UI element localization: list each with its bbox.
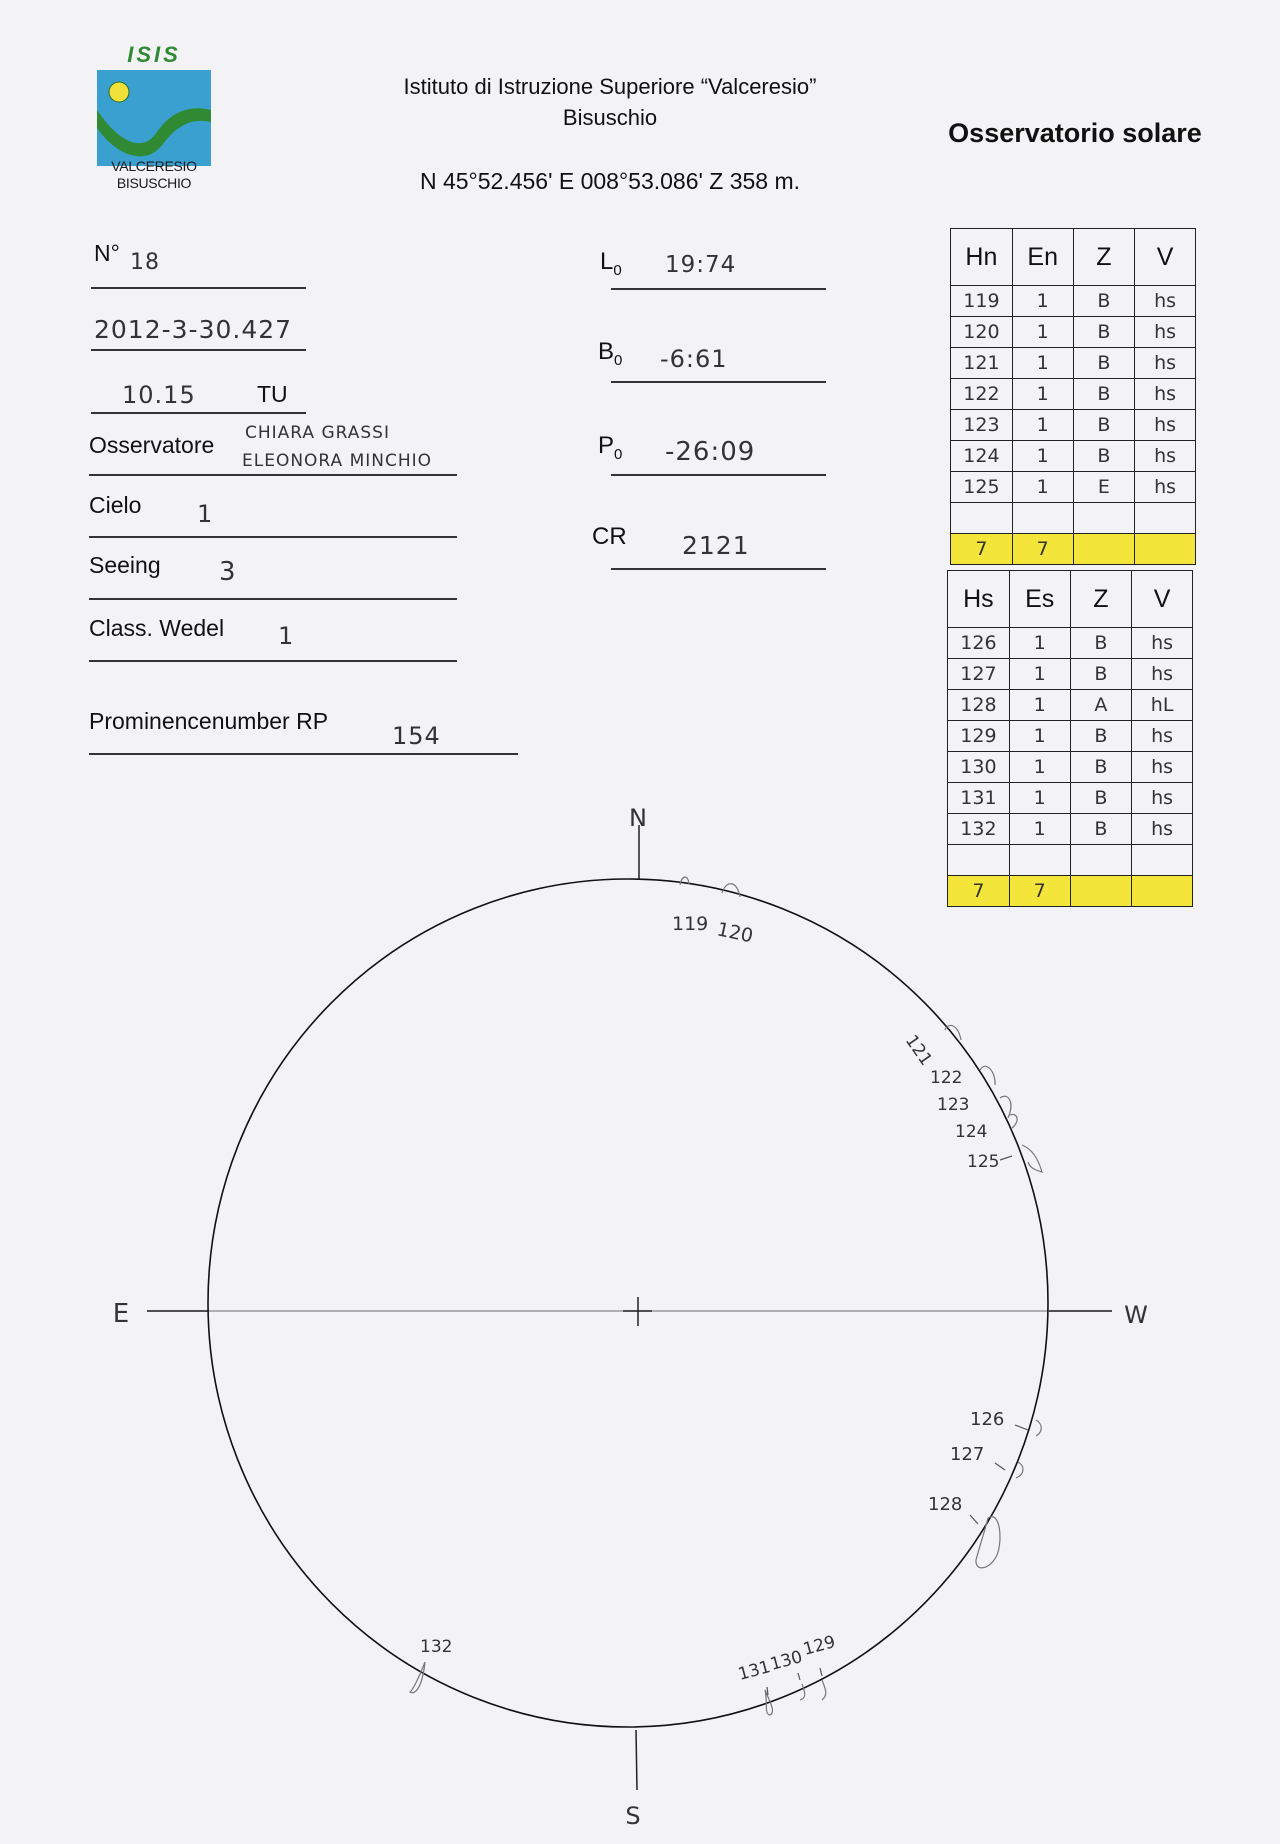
table-south-header: Hs	[948, 571, 1010, 628]
table-cell: 125	[951, 472, 1013, 503]
table-cell: 1	[1009, 814, 1070, 845]
west-label: W	[1124, 1301, 1148, 1329]
prominence-label: 127	[950, 1444, 985, 1465]
table-cell: hs	[1135, 379, 1196, 410]
table-south-header: Z	[1070, 571, 1132, 628]
prominence-123	[1000, 1096, 1011, 1118]
prominence-label: 123	[937, 1095, 970, 1115]
table-cell: 132	[948, 814, 1010, 845]
table-cell: hs	[1135, 472, 1196, 503]
table-cell: hs	[1132, 721, 1193, 752]
table-cell: B	[1070, 628, 1132, 659]
prominence-label: 119	[672, 913, 709, 935]
logo-wordmark: ISIS	[127, 42, 181, 67]
prominence-129	[822, 1680, 826, 1700]
cr-label: CR	[592, 523, 627, 550]
table-cell: B	[1073, 441, 1135, 472]
cr-value: 2121	[682, 531, 750, 560]
table-cell: 1	[1012, 348, 1073, 379]
institute-coordinates: N 45°52.456' E 008°53.086' Z 358 m.	[419, 168, 801, 194]
table-cell: 1	[1009, 690, 1070, 721]
table-cell: 121	[951, 348, 1013, 379]
time-value: 10.15	[122, 381, 196, 409]
table-cell: hs	[1135, 317, 1196, 348]
time-unit: TU	[257, 381, 288, 407]
table-south-header: V	[1132, 571, 1193, 628]
wedel-value: 1	[278, 622, 295, 650]
b0-value: -6:61	[660, 345, 728, 373]
prominence-128	[976, 1517, 1000, 1568]
prominence-130	[800, 1684, 805, 1700]
seeing-label: Seeing	[89, 552, 161, 578]
l0-value: 19:74	[665, 252, 737, 278]
table-cell: hs	[1135, 348, 1196, 379]
prominence-label: 131	[736, 1657, 773, 1685]
total-cell: 7	[1012, 534, 1073, 565]
table-cell: 1	[1009, 752, 1070, 783]
prominence-label: 128	[928, 1494, 963, 1515]
table-north-header: V	[1135, 229, 1196, 286]
east-label: E	[112, 1299, 130, 1329]
prominence-label: 124	[955, 1122, 988, 1142]
table-cell: B	[1070, 721, 1132, 752]
table-cell: B	[1070, 752, 1132, 783]
table-cell: 130	[948, 752, 1010, 783]
north-label: N	[629, 804, 647, 832]
institute-city: Bisuschio	[562, 105, 658, 130]
table-cell: 120	[951, 317, 1013, 348]
table-north-header: Hn	[951, 229, 1013, 286]
table-cell: 1	[1012, 410, 1073, 441]
south-tick	[636, 1730, 637, 1790]
table-cell: 1	[1009, 628, 1070, 659]
table-cell: 126	[948, 628, 1010, 659]
table-cell: B	[1073, 379, 1135, 410]
observer-name-2: ELEONORA MINCHIO	[242, 451, 433, 471]
table-cell: hs	[1135, 410, 1196, 441]
logo-subtitle-1: VALCERESIO	[111, 158, 197, 174]
table-cell: 129	[948, 721, 1010, 752]
sky-value: 1	[197, 500, 214, 528]
table-cell: B	[1073, 286, 1135, 317]
table-cell: B	[1073, 410, 1135, 441]
observer-label: Osservatore	[89, 432, 215, 458]
p0-label: $P_0$	[598, 432, 623, 463]
table-cell: 1	[1012, 441, 1073, 472]
p0-value: -26:09	[665, 437, 756, 467]
rp-label: Prominencenumber RP	[89, 708, 329, 734]
institute-name: Istituto di Istruzione Superiore “Valceresio”	[403, 74, 817, 99]
south-label: S	[625, 1802, 641, 1830]
total-cell: 7	[951, 534, 1013, 565]
table-cell: B	[1070, 783, 1132, 814]
table-cell: hs	[1132, 783, 1193, 814]
table-north-header: Z	[1073, 229, 1135, 286]
table-cell: 1	[1012, 379, 1073, 410]
b0-label: $B_0$	[598, 338, 623, 369]
prominence-label: 129	[801, 1632, 838, 1660]
prominence-124	[1010, 1114, 1017, 1128]
table-cell: 1	[1009, 659, 1070, 690]
logo-subtitle-2: BISUSCHIO	[116, 175, 192, 191]
l0-label: $L_0$	[600, 248, 622, 279]
seeing-value: 3	[219, 557, 237, 587]
prominence-126	[1036, 1420, 1041, 1436]
table-cell: hs	[1132, 628, 1193, 659]
table-cell: 123	[951, 410, 1013, 441]
table-cell: A	[1070, 690, 1132, 721]
table-cell: hL	[1132, 690, 1193, 721]
wedel-label: Class. Wedel	[89, 615, 225, 641]
table-north-header: En	[1012, 229, 1073, 286]
table-cell: B	[1070, 814, 1132, 845]
observer-name-1: CHIARA GRASSI	[245, 423, 390, 443]
rp-value: 154	[392, 722, 441, 750]
total-cell: 7	[1009, 876, 1070, 907]
prominence-label: 121	[900, 1031, 936, 1070]
prominence-label: 122	[930, 1068, 963, 1088]
table-cell: B	[1073, 317, 1135, 348]
table-cell: 128	[948, 690, 1010, 721]
table-cell: 1	[1012, 472, 1073, 503]
table-cell: 119	[951, 286, 1013, 317]
table-cell: hs	[1135, 441, 1196, 472]
table-cell: 1	[1012, 286, 1073, 317]
table-cell: E	[1073, 472, 1135, 503]
table-cell: hs	[1135, 286, 1196, 317]
table-cell: 1	[1012, 317, 1073, 348]
prominence-sketches	[410, 877, 1042, 1715]
table-south-header: Es	[1009, 571, 1070, 628]
prominence-label: 126	[970, 1409, 1005, 1430]
date-value: 2012-3-30.427	[94, 315, 293, 344]
table-cell: 131	[948, 783, 1010, 814]
total-cell: 7	[948, 876, 1010, 907]
table-cell: 122	[951, 379, 1013, 410]
table-cell: hs	[1132, 814, 1193, 845]
prominence-label: 120	[714, 918, 756, 948]
table-cell: 124	[951, 441, 1013, 472]
number-label: N°	[94, 240, 120, 266]
table-cell: 127	[948, 659, 1010, 690]
prominence-125	[1022, 1145, 1042, 1172]
table-cell: hs	[1132, 659, 1193, 690]
page-title: Osservatorio solare	[948, 118, 1202, 148]
prominence-label: 132	[420, 1637, 453, 1657]
table-cell: 1	[1009, 721, 1070, 752]
table-cell: B	[1073, 348, 1135, 379]
table-cell: B	[1070, 659, 1132, 690]
solar-limb	[208, 879, 1048, 1727]
number-value: 18	[130, 250, 160, 275]
prominence-label: 130	[768, 1647, 805, 1675]
sky-label: Cielo	[89, 492, 142, 518]
prominence-label: 125	[967, 1152, 1000, 1172]
table-cell: hs	[1132, 752, 1193, 783]
table-cell: 1	[1009, 783, 1070, 814]
